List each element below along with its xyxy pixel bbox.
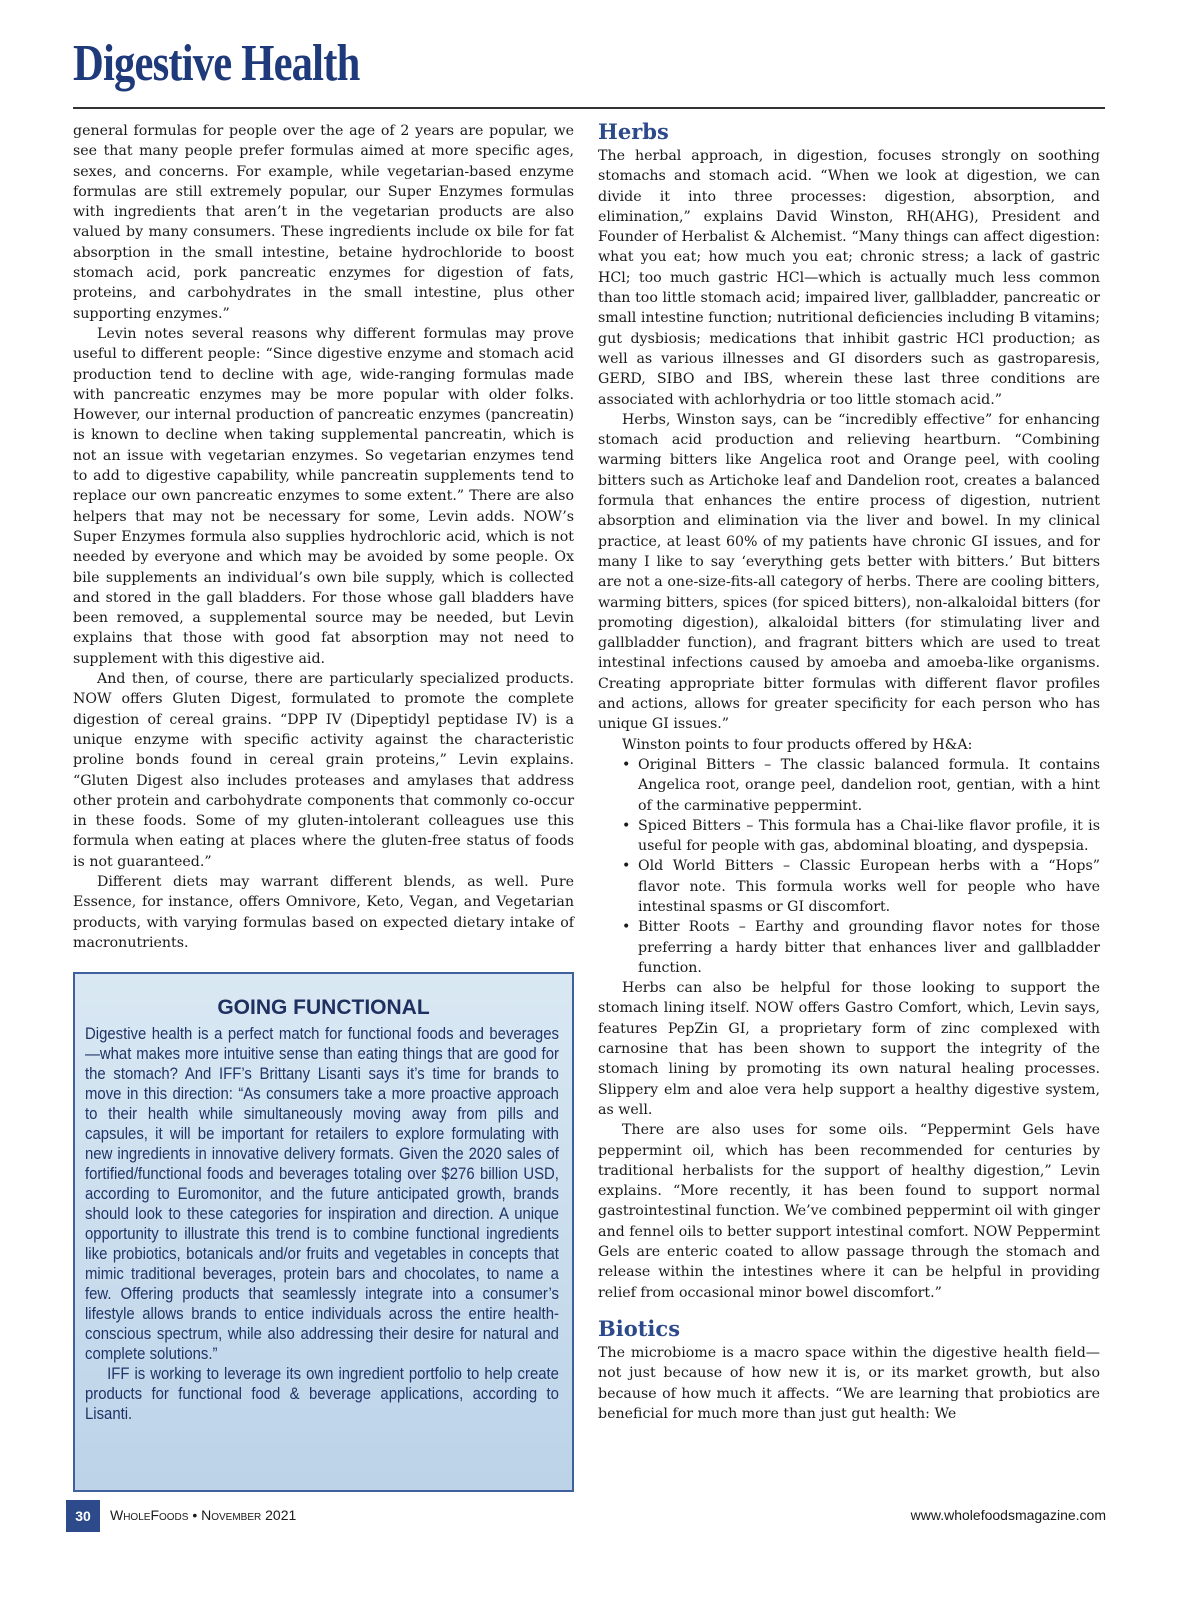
body-paragraph: Herbs, Winston says, can be “incredibly effective” for enhancing stomach acid production and relieving heartburn. “Combining warming bitters like Angelica root and Orange peel, with cooling bitters such as Artichoke leaf and Dandelion root, creates a balanced formula that enhances the entire process of digestion, nutrient absorption and elimination via the liver and bowel. In my clinical practice, at least 60% of my patients have chronic GI issues, and for many I like to say ‘everything gets better with bitters.’ But bitters are not a one-size-fits-all category of herbs. There are cooling bitters, warming bitters, spices (for spiced bitters), non-alkaloidal bitters (for promoting digestion), alkaloidal bitters (for stimulating liver and gallbladder function), and fragrant bitters which are used to treat intestinal infections caused by amoeba and amoeba-like organisms. Creating appropriate bitter formulas with different flavor profiles and actions, allows for greater specificity for each person who has unique GI issues.” [598,411,1100,733]
publication-name: WholeFoods • November 2021 [110,1507,297,1523]
bullet-icon: • [622,756,631,773]
list-item [614,816,1100,857]
sidebar-paragraph: IFF is working to leverage its own ingredient portfolio to help create products for functional food & beverage applications, according to Lisanti. [85,1365,559,1423]
body-paragraph: There are also uses for some oils. “Peppermint Gels have peppermint oil, which has been recommended for centuries by traditional herbalists for the support of healthy digestion,” Levin explains. “More recently, it has been found to support normal gastrointestinal function. We’ve combined peppermint oil with ginger and fennel oils to better support intestinal comfort. NOW Peppermint Gels are enteric coated to allow passage through the stomach and release within the intestines where it can be helpful in providing relief from occasional minor bowel discomfort.” [598,1122,1100,1301]
right-column [598,118,1100,1424]
body-paragraph: Different diets may warrant different blends, as well. Pure Essence, for instance, offers Omnivore, Keto, Vegan, and Vegetarian products, with varying formulas based on expected dietary intake of macronutrients. [73,873,574,951]
list-item-text: Original Bitters – The classic balanced formula. It contains Angelica root, orange peel, dandelion root, gentian, with a hint of the carminative peppermint. [638,756,1100,814]
list-item-text: Old World Bitters – Classic European herbs with a “Hops” flavor note. This formula works well for people who have intestinal spasms or GI discomfort. [638,858,1100,915]
body-paragraph: The microbiome is a macro space within the digestive health field—not just because of how new it is, or its market growth, but also because of how much it affects. “We are learning that probiotics are beneficial for much more than just gut health: We [598,1344,1100,1422]
header-rule [73,107,1105,109]
list-item [614,755,1100,816]
body-paragraph: general formulas for people over the age of 2 years are popular, we see that many people prefer formulas aimed at more specific ages, sexes, and concerns. For example, while vegetarian-based enzyme formulas are still extremely popular, our Super Enzymes formulas with ingredients that aren’t in the vegetarian products are also valued by many consumers. These ingredients include ox bile for fat absorption in the small intestine, betaine hydrochloride to boost stomach acid, pork pancreatic enzymes for digestion of fats, proteins, and carbohydrates in the small intestine, plus other supporting enzymes.” [73,123,574,322]
list-item-text: Bitter Roots – Earthy and grounding flavor notes for those preferring a hardy bitter that enhances liver and gallbladder function. [638,919,1100,976]
body-paragraph: Winston points to four products offered by H&A: [622,736,973,753]
body-paragraph: The herbal approach, in digestion, focuses strongly on soothing stomachs and stomach acid. “When we look at digestion, we can divide it into three processes: digestion, absorption, and elimination,” explains David Winston, RH(AHG), President and Founder of Herbalist & Alchemist. “Many things can affect digestion: what you eat; how much you eat; chronic stress; a lack of gastric HCl; too much gastric HCl—which is actually much less common than too little stomach acid; impaired liver, gallbladder, pancreatic or small intestine function; nutritional deficiencies including B vitamins; gut dysbiosis; medications that inhibit gastric HCl production; as well as various illnesses and GI disorders such as gastroparesis, GERD, SIBO and IBS, wherein these last three conditions are associated with achlorhydria or too little stomach acid.” [598,148,1100,408]
bullet-icon: • [622,919,631,936]
sidebar-box-title: GOING FUNCTIONAL [217,996,430,1019]
bullet-icon: • [622,817,631,834]
list-item-text: Spiced Bitters – This formula has a Chai-like flavor profile, it is useful for people with gas, abdominal bloating, and dyspepsia. [638,817,1100,855]
section-heading-herbs: Herbs [598,119,669,144]
body-paragraph: Levin notes several reasons why different formulas may prove useful to different people: “Since digestive enzyme and stomach acid production tend to decline with age, wide-ranging formulas made with pancreatic enzymes may be more popular with older folks. However, our internal production of pancreatic enzymes (pancreatin) is known to decline when taking supplemental pancreatin, which is not an issue with vegetarian enzymes. So vegetarian enzymes tend to add to digestive capability, while pancreatin supplements tend to replace our own pancreatic enzymes to some extent.” There are also helpers that may not be necessary for some, Levin adds. NOW’s Super Enzymes formula also supplies hydrochloric acid, which is not needed by everyone and which may be avoided by some people. Ox bile supplements an individual’s own bile supply, which is collected and stored in the gall bladders. For those whose gall bladders have been removed, a supplemental source may be needed, but Levin explains that those with good fat absorption may not need to supplement with this digestive aid. [73,325,574,667]
products-list [598,755,1100,978]
sidebar-box-going-functional [73,972,574,1492]
left-column [73,121,574,953]
page-number: 30 [66,1500,100,1532]
bullet-icon: • [622,858,631,875]
website-url[interactable]: www.wholefoodsmagazine.com [910,1507,1106,1523]
list-item [614,917,1100,978]
list-item [614,856,1100,917]
body-paragraph: And then, of course, there are particularly specialized products. NOW offers Gluten Digest, formulated to promote the complete digestion of cereal grains. “DPP IV (Dipeptidyl peptidase IV) is a unique enzyme with specific activity against the characteristic proline bonds found in cereal grain proteins,” Levin explains. “Gluten Digest also includes proteases and amylases that address other protein and carbohydrate components that commonly co-occur in these foods. Some of my gluten-intolerant colleagues use this formula when eating at places where the gluten-free status of foods is not guaranteed.” [73,671,574,870]
body-paragraph: Herbs can also be helpful for those looking to support the stomach lining itself. NOW offers Gastro Comfort, which, Levin says, features PepZin GI, a proprietary form of zinc complexed with carnosine that has been shown to support the integrity of the stomach lining by promoting its own natural healing processes. Slippery elm and aloe vera help support a healthy digestive system, as well. [598,980,1100,1118]
section-heading-biotics: Biotics [598,1315,681,1341]
page-title: Digestive Health [73,35,360,92]
sidebar-paragraph: Digestive health is a perfect match for functional foods and beverages—what makes more intuitive sense than eating things that are good for the stomach? And IFF’s Brittany Lisanti says it’s time for brands to move in this direction: “As consumers take a more proactive approach to their health while simultaneously moving away from pills and capsules, it will be important for retailers to explore formulating with new ingredients in innovative delivery formats. Given the 2020 sales of fortified/functional foods and beverages totaling over $276 billion USD, according to Euromonitor, and the future anticipated growth, brands should look to these categories for inspiration and direction. A unique opportunity to illustrate this trend is to combine functional ingredients like probiotics, botanicals and/or fruits and vegetables in concepts that mimic traditional beverages, protein bars and chocolates, to name a few. Offering products that seamlessly integrate into a consumer’s lifestyle allows brands to entice individuals across the entire health-conscious spectrum, while also addressing their desire for natural and complete solutions.” [85,1025,559,1363]
